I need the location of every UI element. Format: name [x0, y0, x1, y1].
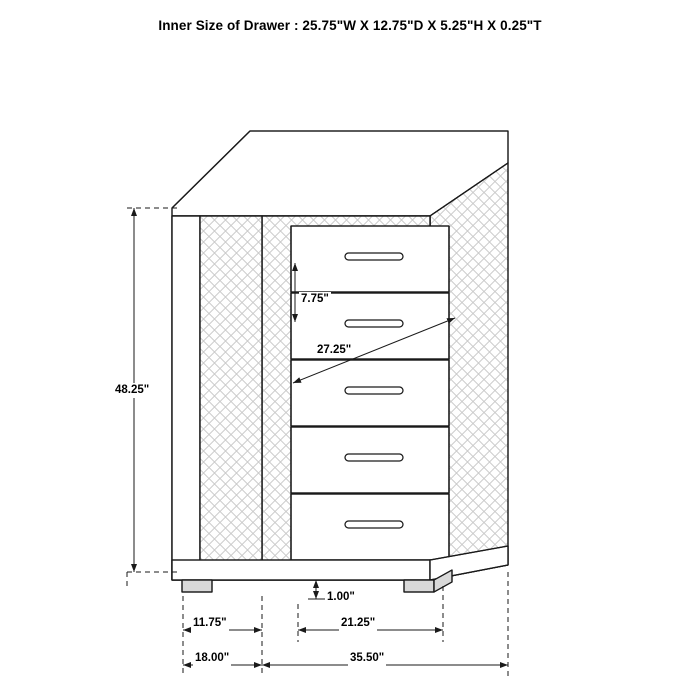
- foot-left: [182, 580, 212, 592]
- drawer-3: [291, 360, 449, 426]
- drawer-4: [291, 427, 449, 493]
- dim-label-toe-kick-height: 1.00": [327, 591, 355, 603]
- dim-label-width-total: 35.50": [350, 652, 385, 664]
- dim-label-drawer-height: 7.75": [301, 293, 329, 305]
- front-pattern-band-left: [200, 216, 262, 580]
- dim-label-drawer-width: 27.25": [317, 344, 352, 356]
- drawer-1: [291, 226, 449, 292]
- dim-label-front-width: 21.25": [341, 617, 376, 629]
- dim-label-height-total: 48.25": [115, 384, 150, 396]
- drawer-5: [291, 494, 449, 560]
- front-left-stile: [172, 216, 200, 580]
- page-title: Inner Size of Drawer : 25.75"W X 12.75"D X 5.25"H X 0.25"T: [158, 18, 542, 33]
- dim-label-depth-total: 18.00": [195, 652, 230, 664]
- dim-label-depth-side: 11.75": [193, 617, 227, 629]
